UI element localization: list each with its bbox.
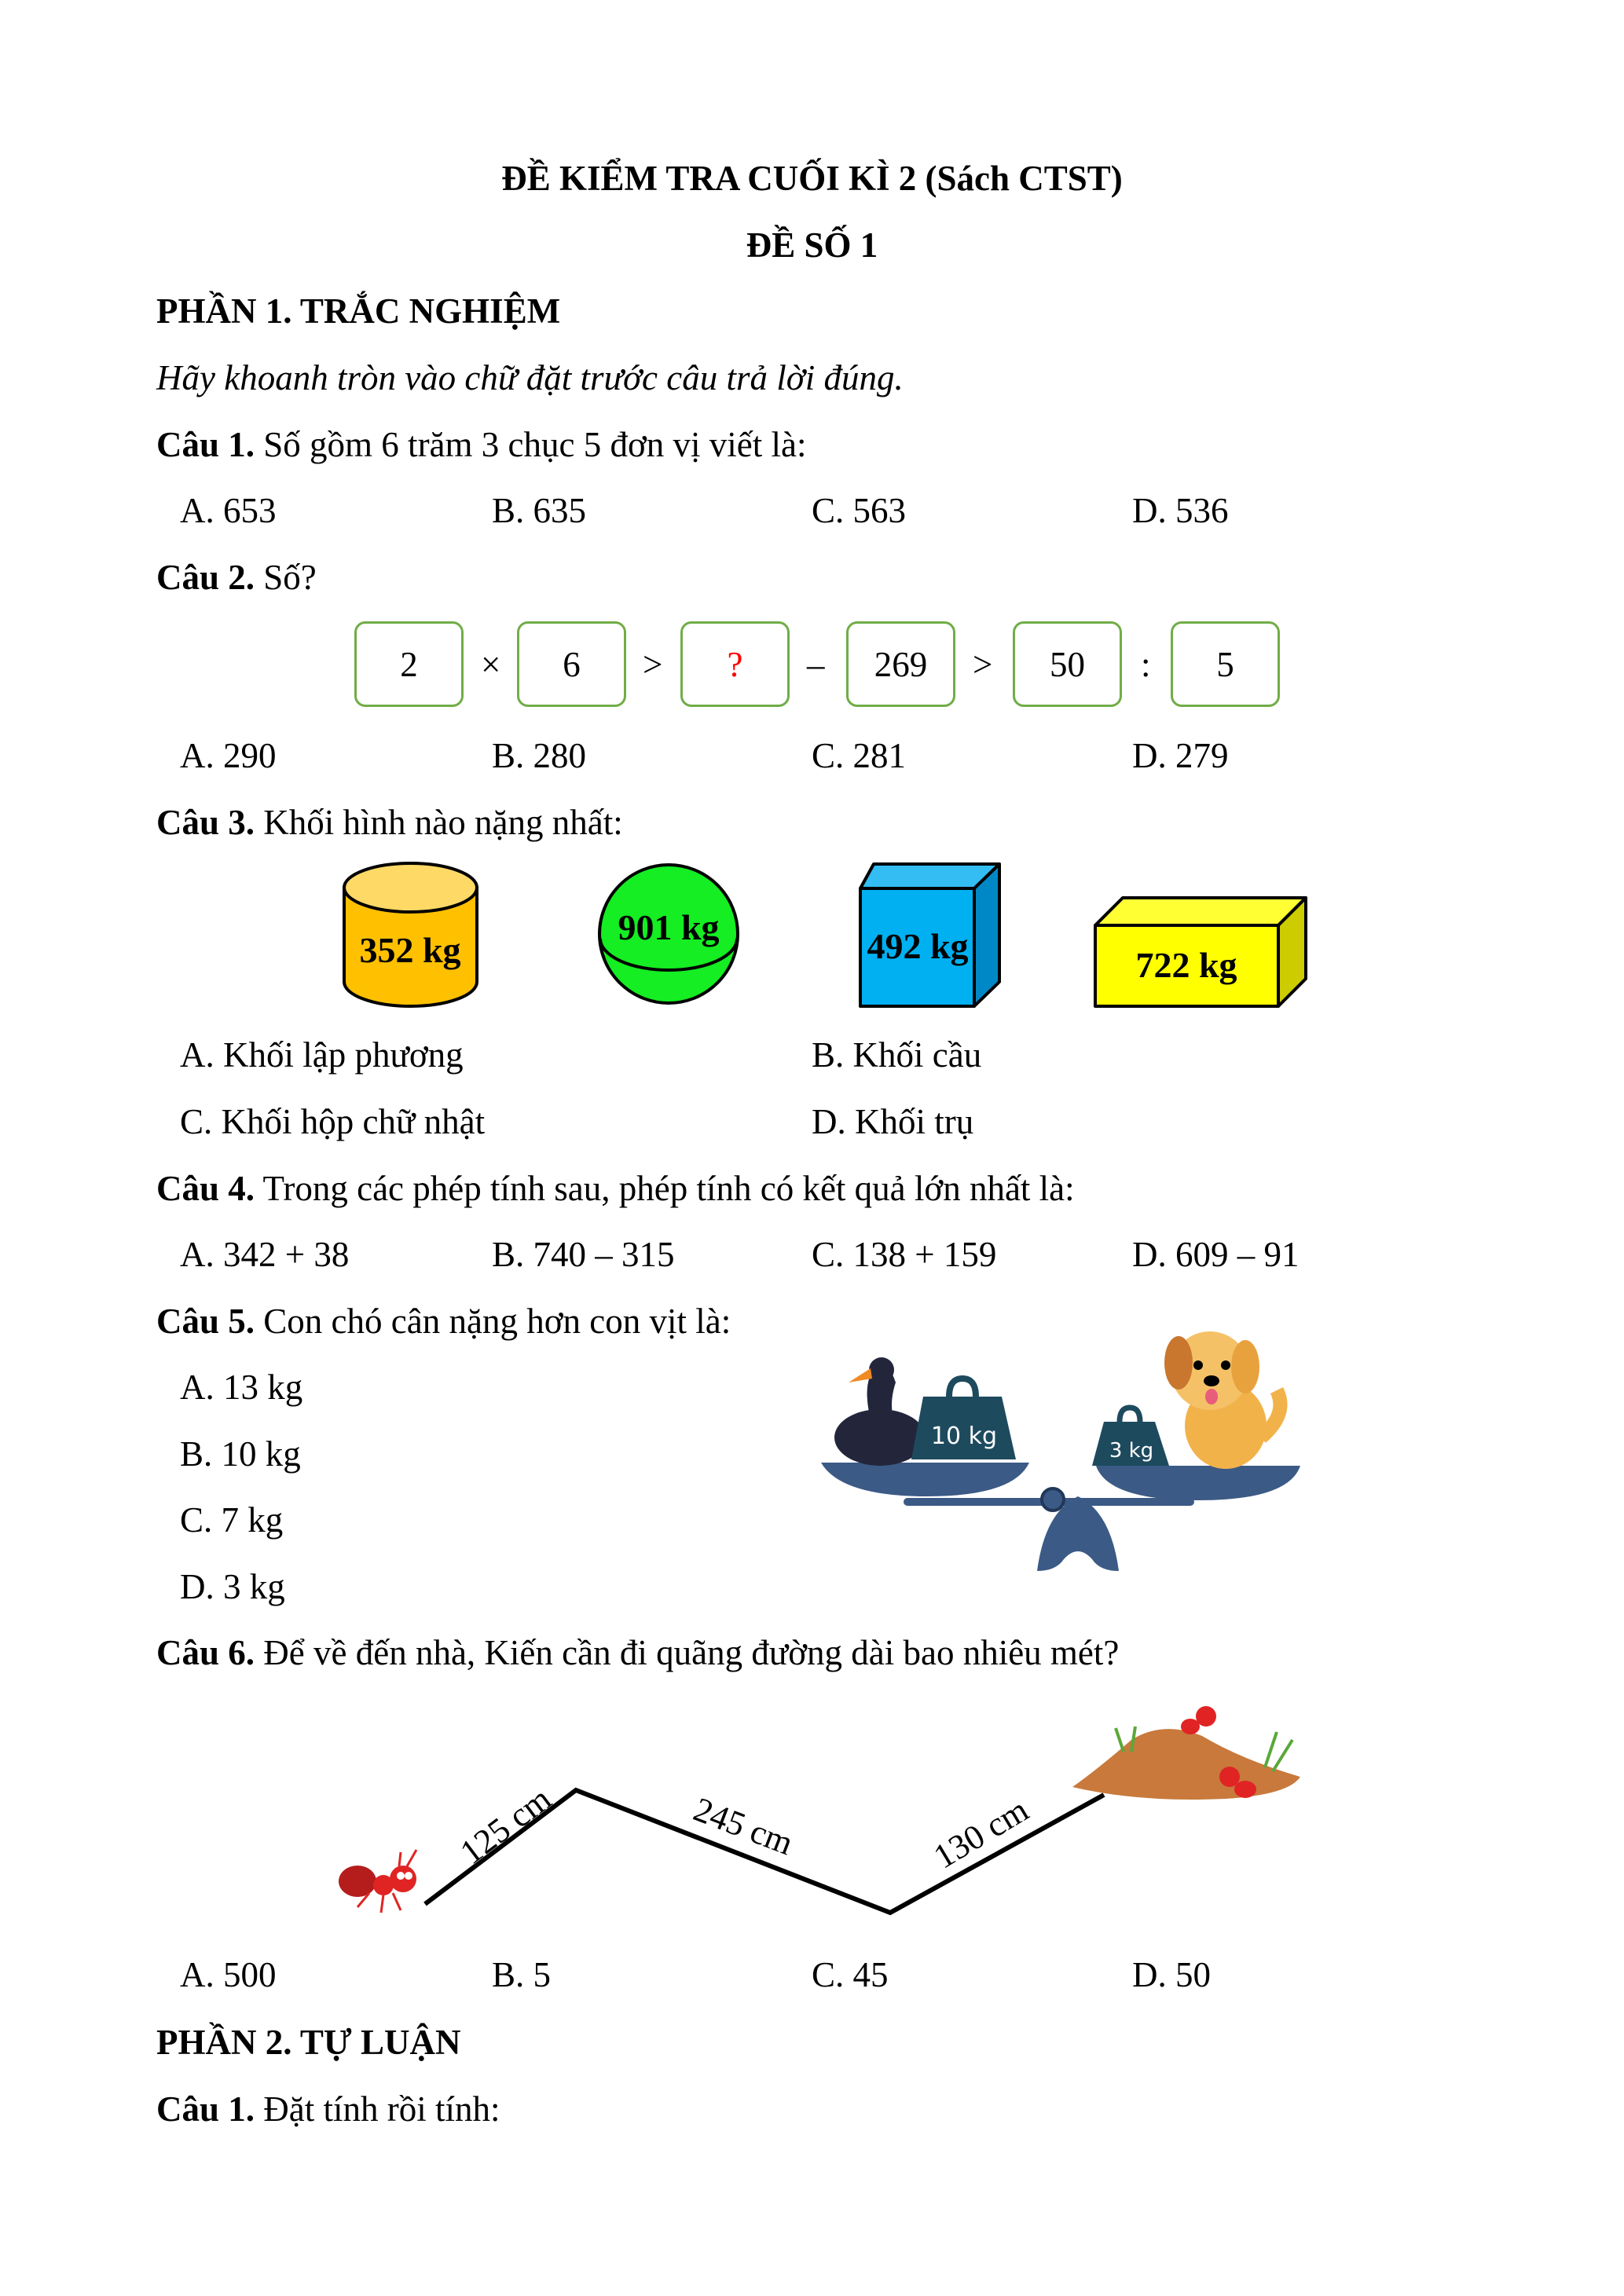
weight-3kg-label: 3 kg: [1109, 1439, 1154, 1463]
option-c[interactable]: C. 7 kg: [180, 1500, 284, 1540]
question-text: Khối hình nào nặng nhất:: [255, 803, 623, 842]
part2-question-1: [156, 2087, 500, 2131]
question-5: [156, 1299, 731, 1343]
part2-heading: PHẦN 2. TỰ LUẬN: [156, 2023, 461, 2062]
question-text: Trong các phép tính sau, phép tính có kết quả lớn nhất là:: [255, 1169, 1075, 1208]
question-label: Câu 4.: [156, 1169, 255, 1208]
page-subtitle: ĐỀ SỐ 1: [746, 225, 878, 265]
segment-2-label: 245 cm: [688, 1789, 799, 1863]
cuboid-label: 492 kg: [867, 926, 969, 966]
operator: >: [643, 645, 663, 684]
answer-box[interactable]: ?: [680, 621, 790, 707]
page-title: ĐỀ KIỂM TRA CUỐI KÌ 2 (Sách CTST): [501, 159, 1123, 198]
option-a[interactable]: A. 653: [180, 491, 277, 530]
option-a[interactable]: A. 500: [180, 1955, 277, 1994]
option-b[interactable]: B. 635: [492, 491, 587, 530]
option-a[interactable]: A. 342 + 38: [180, 1235, 350, 1274]
option-a[interactable]: A. 290: [180, 736, 277, 775]
option-d[interactable]: D. 279: [1132, 736, 1229, 775]
option-d[interactable]: D. 609 – 91: [1132, 1235, 1300, 1274]
question-text: Số gồm 6 trăm 3 chục 5 đơn vị viết là:: [255, 425, 807, 464]
number-box: 6: [517, 621, 626, 707]
segment-3-label: 130 cm: [926, 1790, 1036, 1877]
anthill-icon: [1072, 1706, 1300, 1800]
option-a[interactable]: A. 13 kg: [180, 1368, 303, 1407]
operator: –: [807, 645, 825, 684]
question-label: Câu 5.: [156, 1302, 255, 1341]
option-c[interactable]: C. 281: [812, 736, 907, 775]
option-d[interactable]: D. Khối trụ: [812, 1102, 974, 1141]
question-label: Câu 1.: [156, 2089, 255, 2129]
operator: >: [973, 645, 993, 684]
question-label: Câu 6.: [156, 1633, 255, 1672]
number-box: 269: [846, 621, 955, 707]
option-d[interactable]: D. 3 kg: [180, 1567, 285, 1606]
sphere-label: 901 kg: [618, 907, 720, 947]
question-label: Câu 3.: [156, 803, 255, 842]
option-c[interactable]: C. 45: [812, 1955, 889, 1994]
option-d[interactable]: D. 536: [1132, 491, 1229, 530]
weight-10kg-label: 10 kg: [930, 1423, 998, 1450]
option-a[interactable]: A. Khối lập phương: [180, 1035, 464, 1075]
question-4: [156, 1166, 1075, 1210]
question-label: Câu 1.: [156, 425, 255, 464]
question-text: Để về đến nhà, Kiến cần đi quãng đường dài bao nhiêu mét?: [255, 1633, 1120, 1672]
dog-icon: [1164, 1331, 1281, 1469]
number-box: 2: [354, 621, 464, 707]
option-b[interactable]: B. 280: [492, 736, 587, 775]
question-label: Câu 2.: [156, 558, 255, 597]
option-b[interactable]: B. 10 kg: [180, 1434, 301, 1474]
swan-icon: [834, 1357, 926, 1466]
option-b[interactable]: B. 740 – 315: [492, 1235, 675, 1274]
balance-scale-illustration: [821, 1331, 1300, 1571]
option-d[interactable]: D. 50: [1132, 1955, 1211, 1994]
operator: ×: [481, 645, 501, 684]
ant-icon: [339, 1850, 416, 1913]
question-6: [156, 1631, 1119, 1675]
question-text: Con chó cân nặng hơn con vịt là:: [255, 1302, 731, 1341]
question-text: Đặt tính rồi tính:: [255, 2089, 500, 2129]
option-c[interactable]: C. Khối hộp chữ nhật: [180, 1102, 486, 1141]
question-3: [156, 800, 623, 844]
number-box: 5: [1171, 621, 1280, 707]
instruction-text: Hãy khoanh tròn vào chữ đặt trước câu trả lời đúng.: [156, 358, 904, 397]
left-pan: [821, 1463, 1029, 1496]
part1-heading: PHẦN 1. TRẮC NGHIỆM: [156, 291, 561, 331]
question-2: [156, 555, 317, 599]
option-c[interactable]: C. 138 + 159: [812, 1235, 997, 1274]
right-pan: [1096, 1466, 1300, 1500]
option-b[interactable]: B. 5: [492, 1955, 552, 1994]
number-box: 50: [1013, 621, 1122, 707]
segment-1-label: 125 cm: [453, 1779, 559, 1872]
operator: :: [1141, 645, 1151, 684]
cylinder-label: 352 kg: [359, 930, 461, 970]
question-text: Số?: [255, 558, 317, 597]
option-b[interactable]: B. Khối cầu: [812, 1035, 982, 1075]
option-c[interactable]: C. 563: [812, 491, 907, 530]
cube-label: 722 kg: [1135, 945, 1237, 985]
question-1: [156, 423, 806, 467]
